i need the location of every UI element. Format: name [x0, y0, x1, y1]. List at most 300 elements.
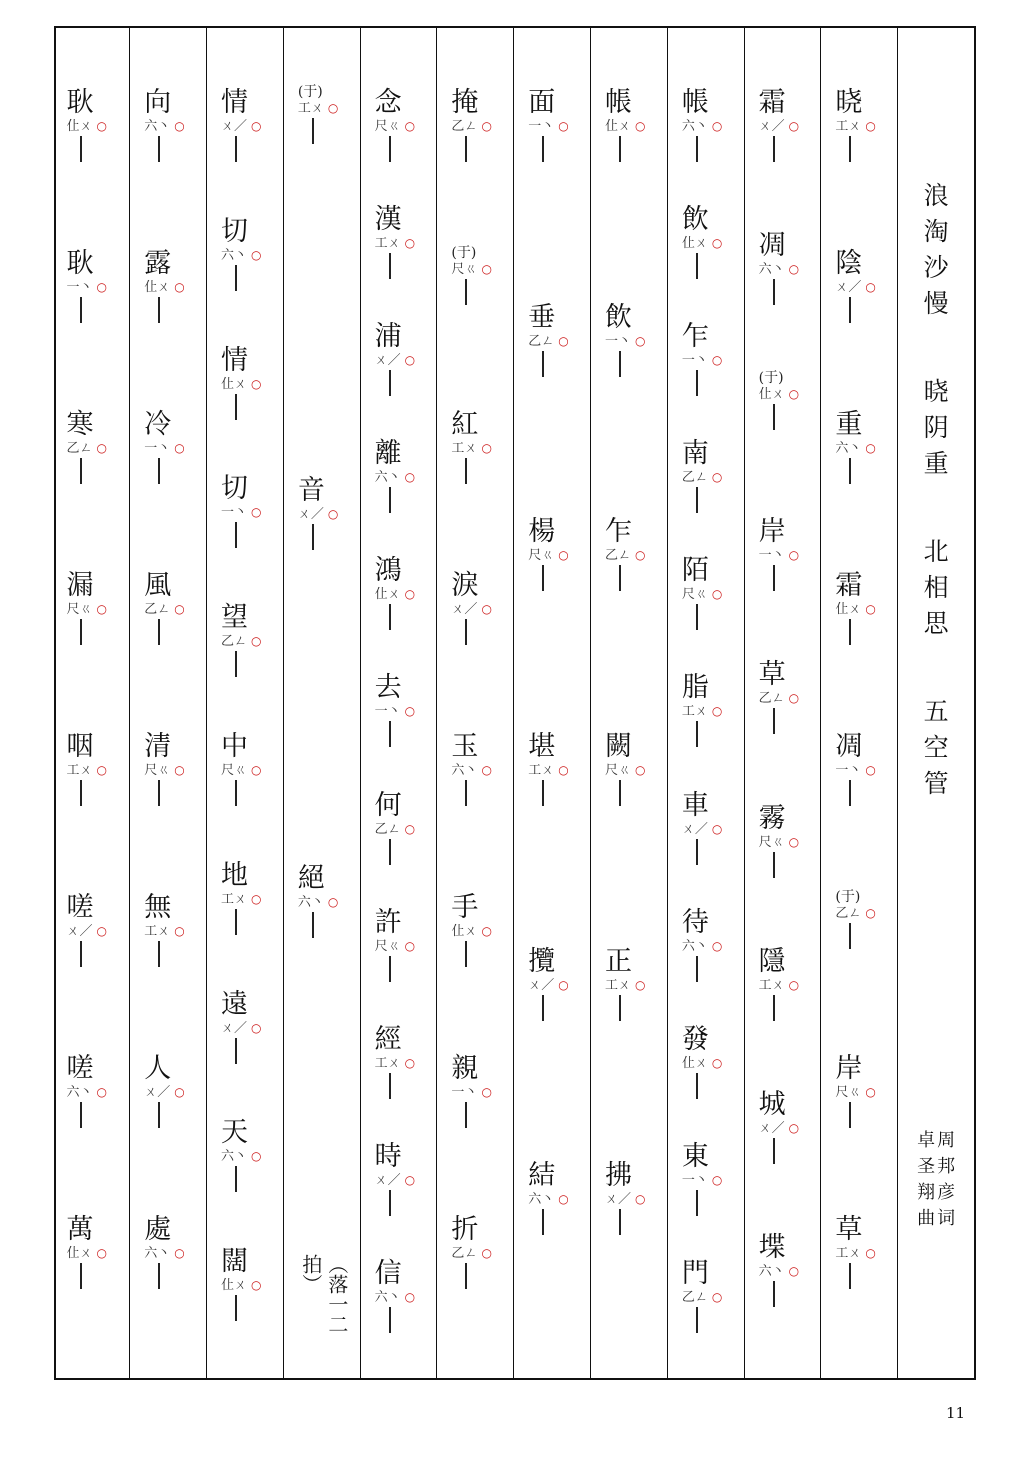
melisma-stem: [619, 136, 621, 162]
beat-mark: ○: [558, 1192, 569, 1207]
syllable-group: [221, 340, 262, 469]
syllable-group: [375, 199, 416, 316]
score-column-4: [590, 28, 667, 1378]
beat-mark: ○: [788, 977, 800, 992]
lyric-char: (于): [835, 889, 861, 905]
melisma-stem: [696, 1190, 698, 1216]
syllable-group: [682, 902, 723, 1019]
notation-mark: 六丶 ○: [681, 938, 723, 954]
lyric-char: 陰: [835, 248, 863, 279]
beat-mark: ○: [788, 1120, 800, 1135]
melisma-stem: [235, 909, 237, 935]
notation-mark: 一丶 ○: [451, 1085, 492, 1100]
melisma-stem: [80, 619, 82, 645]
melisma-stem: [80, 136, 82, 162]
beat-mark: ○: [404, 821, 416, 836]
beat-mark: ○: [788, 262, 800, 277]
melisma-stem: [158, 1263, 160, 1289]
melisma-stem: [80, 297, 82, 323]
syllable-group: [66, 726, 107, 887]
subtitle-char: 晓: [923, 377, 949, 406]
lyric-char: 脂: [681, 672, 709, 704]
lyric-char: 城: [758, 1088, 786, 1120]
subtitle-char: 五: [923, 697, 949, 726]
title-char: 沙: [923, 253, 949, 282]
lyric-char: 許: [374, 906, 402, 938]
beat-mark: ○: [96, 602, 107, 616]
melisma-stem: [773, 279, 775, 305]
melisma-stem: [773, 995, 775, 1021]
lyric-char: 中: [221, 730, 249, 762]
syllable-group: [221, 211, 262, 340]
lyric-char: 念: [374, 87, 402, 118]
notation-mark: 尺ㄍ ○: [66, 602, 107, 617]
score-column-1: [820, 28, 897, 1378]
lyric-char: 乍: [681, 321, 709, 353]
beat-mark: ○: [174, 924, 185, 938]
syllable-group: [451, 565, 492, 726]
melisma-stem: [235, 780, 237, 806]
melisma-stem: [849, 1102, 851, 1128]
lyric-char: 何: [374, 789, 402, 821]
lyric-char: 去: [374, 672, 402, 704]
syllable-group: [682, 433, 723, 550]
beat-mark: ○: [711, 1055, 723, 1070]
notation-mark: ㄨ／ ○: [605, 1192, 646, 1208]
notation-mark: 六丶 ○: [221, 247, 262, 263]
lyric-char: 拂: [605, 1160, 633, 1192]
notation-mark: 乙ㄥ ○: [144, 602, 185, 617]
lyric-char: 望: [221, 602, 249, 634]
syllable-group: [605, 726, 646, 941]
melisma-stem: [849, 1263, 851, 1289]
lyric-char: 時: [374, 1140, 402, 1172]
lyric-char: 隱: [758, 945, 786, 977]
beat-mark: ○: [404, 236, 416, 251]
lyric-char: 經: [374, 1023, 402, 1055]
title-char: 慢: [923, 289, 949, 318]
melisma-stem: [235, 651, 237, 677]
notation-mark: 工ㄨ ○: [297, 101, 339, 116]
beat-mark: ○: [404, 704, 416, 719]
melisma-stem: [80, 458, 82, 484]
notation-mark: 六丶 ○: [374, 1289, 416, 1305]
beat-mark: ○: [711, 353, 723, 368]
beat-mark: ○: [558, 977, 569, 992]
beat-mark: ○: [174, 1246, 185, 1260]
syllable-group: [221, 1241, 262, 1370]
beat-mark: ○: [481, 262, 492, 276]
syllable-group: [682, 785, 723, 902]
melisma-stem: [696, 839, 698, 865]
syllable-group: [144, 726, 185, 887]
melisma-stem: [619, 780, 621, 806]
lyric-char: 飲: [681, 204, 709, 236]
beat-mark: ○: [96, 1085, 107, 1099]
beat-mark: ○: [788, 548, 800, 563]
syllable-group: [835, 565, 876, 726]
beat-mark: ○: [865, 1085, 876, 1099]
notation-mark: 仩ㄨ ○: [66, 1246, 107, 1261]
score-column-7: [360, 28, 437, 1378]
syllable-group: [144, 565, 185, 726]
beat-mark: ○: [635, 548, 646, 563]
melisma-stem: [696, 370, 698, 396]
lyric-char: 凋: [758, 230, 786, 262]
beat-mark: ○: [788, 834, 800, 849]
notation-mark: 六丶 ○: [758, 1263, 800, 1279]
beat-mark: ○: [711, 704, 723, 719]
syllable-group: [375, 433, 416, 550]
syllable-group: [835, 887, 876, 1048]
subtitle-char: 空: [923, 733, 949, 762]
syllable-group: [528, 297, 569, 512]
syllable-group: [144, 887, 185, 1048]
notation-mark: 六丶 ○: [374, 470, 416, 486]
syllable-group: [375, 785, 416, 902]
lyric-char: 闊: [221, 1246, 249, 1278]
lyric-char: 闕: [605, 731, 633, 763]
beat-mark: ○: [327, 101, 339, 115]
beat-mark: ○: [174, 1085, 185, 1099]
lyric-char: 寒: [66, 409, 94, 440]
beat-mark: ○: [865, 280, 876, 294]
syllable-group: [221, 597, 262, 726]
lyric-char: 嗟: [66, 892, 94, 923]
notation-mark: ㄨ／ ○: [528, 977, 569, 993]
notation-mark: 六丶 ○: [221, 1149, 262, 1165]
notation-mark: 乙ㄥ ○: [605, 548, 646, 564]
lyric-char: 鴻: [374, 555, 402, 587]
syllable-group: [221, 468, 262, 597]
beat-mark: ○: [865, 119, 876, 133]
beat-mark: ○: [711, 587, 723, 602]
notation-mark: 仩ㄨ ○: [374, 587, 416, 603]
lyric-char: 岸: [758, 516, 786, 548]
syllable-group: [528, 726, 569, 941]
lyric-char: 風: [144, 570, 172, 601]
notation-mark: 工ㄨ ○: [451, 441, 492, 456]
beat-mark: ○: [635, 977, 646, 992]
notation-mark: 尺ㄍ ○: [374, 119, 416, 134]
beat-mark: ○: [481, 119, 492, 133]
lyric-char: 南: [681, 438, 709, 470]
notation-mark: 乙ㄥ ○: [528, 333, 569, 349]
syllable-group: [835, 404, 876, 565]
lyric-char: 垂: [528, 301, 556, 333]
syllable-group: [759, 511, 800, 654]
syllable-group: [682, 316, 723, 433]
lyric-char: 堪: [528, 731, 556, 763]
notation-mark: 一丶 ○: [835, 763, 876, 778]
melisma-stem: [158, 941, 160, 967]
lyric-char: 堞: [758, 1231, 786, 1263]
melisma-stem: [80, 780, 82, 806]
notation-mark: 一丶 ○: [144, 441, 185, 456]
lyric-char: 清: [144, 731, 172, 762]
tempo-note: （落一二拍）: [298, 1253, 349, 1334]
melisma-stem: [235, 1295, 237, 1321]
subtitle-char: 北: [923, 537, 949, 566]
syllable-group: [835, 726, 876, 887]
lyric-char: 處: [144, 1214, 172, 1245]
beat-mark: ○: [251, 505, 262, 520]
syllable-group: [528, 82, 569, 297]
syllable-group: [682, 550, 723, 667]
lyric-char: 門: [681, 1257, 709, 1289]
beat-mark: ○: [481, 1246, 492, 1260]
notation-mark: 仩ㄨ ○: [221, 376, 262, 392]
beat-mark: ○: [865, 1246, 876, 1260]
notation-mark: ㄨ／ ○: [297, 506, 339, 522]
melisma-stem: [619, 1209, 621, 1235]
lyric-char: 結: [528, 1160, 556, 1192]
syllable-group: [144, 1209, 185, 1370]
melisma-stem: [389, 956, 391, 982]
melisma-stem: [235, 136, 237, 162]
composer: 卓 圣 翔 曲: [917, 1128, 935, 1232]
syllable-group: [66, 887, 107, 1048]
syllable-group: [375, 667, 416, 784]
lyric-char: 耿: [66, 87, 94, 118]
lyric-char: 草: [758, 659, 786, 691]
melisma-stem: [849, 136, 851, 162]
syllable-group: [605, 1155, 646, 1370]
syllable-group: [144, 82, 185, 243]
beat-mark: ○: [404, 938, 416, 953]
lyric-char: 掩: [451, 87, 479, 118]
notation-mark: 六丶 ○: [681, 119, 723, 134]
notation-mark: ㄨ／ ○: [221, 1020, 262, 1036]
syllable-group: [221, 984, 262, 1113]
melisma-stem: [773, 1281, 775, 1307]
beat-mark: ○: [865, 763, 876, 777]
melisma-stem: [389, 1307, 391, 1333]
melisma-stem: [389, 370, 391, 396]
syllable-group: [66, 565, 107, 726]
lyric-char: 向: [144, 87, 172, 118]
melisma-stem: [158, 780, 160, 806]
melisma-stem: [465, 458, 467, 484]
beat-mark: ○: [96, 1246, 107, 1260]
notation-mark: 工ㄨ ○: [66, 763, 107, 778]
notation-mark: 六丶 ○: [758, 262, 800, 278]
melisma-stem: [849, 780, 851, 806]
beat-mark: ○: [404, 587, 416, 602]
beat-mark: ○: [788, 119, 800, 133]
beat-mark: ○: [635, 119, 646, 133]
syllable-group: [375, 1253, 416, 1370]
melisma-stem: [80, 941, 82, 967]
melisma-stem: [542, 1209, 544, 1235]
beat-mark: ○: [251, 376, 262, 391]
syllable-group: [66, 82, 107, 243]
notation-mark: ㄨ／ ○: [221, 119, 262, 134]
syllable-group: [835, 1209, 876, 1370]
melisma-stem: [389, 1190, 391, 1216]
beat-mark: ○: [404, 353, 416, 368]
syllable-group: [759, 368, 800, 511]
notation-mark: 仩ㄨ ○: [144, 280, 185, 295]
syllable-group: [144, 404, 185, 565]
melisma-stem: [465, 941, 467, 967]
score-frame: [54, 26, 976, 1380]
notation-mark: 乙ㄥ ○: [835, 906, 876, 921]
score-column-2: [744, 28, 821, 1378]
lyric-char: 草: [835, 1214, 863, 1245]
score-column-5: [513, 28, 590, 1378]
beat-mark: ○: [251, 119, 262, 133]
lyric-char: 面: [528, 87, 556, 118]
melisma-stem: [849, 458, 851, 484]
lyric-char: 切: [221, 473, 249, 505]
beat-mark: ○: [251, 1278, 262, 1293]
beat-mark: ○: [174, 763, 185, 777]
lyric-char: 楊: [528, 516, 556, 548]
title-char: 浪: [923, 181, 949, 210]
notation-mark: 六丶 ○: [528, 1192, 569, 1208]
notation-mark: 六丶 ○: [451, 763, 492, 778]
syllable-group: [682, 82, 723, 199]
lyric-char: 攬: [528, 945, 556, 977]
lyric-char: 陌: [681, 555, 709, 587]
melisma-stem: [849, 923, 851, 949]
syllable-group: [298, 858, 339, 1246]
syllable-group: [451, 887, 492, 1048]
beat-mark: ○: [481, 1085, 492, 1099]
lyric-char: 絕: [297, 862, 325, 894]
melisma-stem: [158, 619, 160, 645]
notation-mark: ㄨ／ ○: [681, 821, 723, 837]
syllable-group: [221, 855, 262, 984]
melisma-stem: [773, 136, 775, 162]
beat-mark: ○: [404, 1055, 416, 1070]
syllable-group: [759, 941, 800, 1084]
syllable-group: [375, 316, 416, 433]
syllable-group: [144, 1048, 185, 1209]
beat-mark: ○: [251, 891, 262, 906]
beat-mark: ○: [481, 602, 492, 616]
syllable-group: [835, 243, 876, 404]
credits: [898, 1128, 974, 1232]
notation-mark: 六丶 ○: [66, 1085, 107, 1100]
melisma-stem: [465, 136, 467, 162]
page-number: 11: [946, 1404, 966, 1422]
lyric-char: 紅: [451, 409, 479, 440]
beat-mark: ○: [404, 1172, 416, 1187]
lyricist-role: 词: [937, 1208, 956, 1229]
melisma-stem: [619, 351, 621, 377]
syllable-group: [66, 1209, 107, 1370]
beat-mark: ○: [327, 894, 339, 909]
notation-mark: 工ㄨ ○: [758, 977, 800, 993]
title-column: [897, 28, 974, 1378]
beat-mark: ○: [711, 236, 723, 251]
score-column-10: [129, 28, 206, 1378]
beat-mark: ○: [251, 634, 262, 649]
lyric-char: 情: [221, 344, 249, 376]
lyric-char: 帳: [681, 87, 709, 118]
notation-mark: 工ㄨ ○: [681, 704, 723, 720]
syllable-group: [835, 1048, 876, 1209]
syllable-group: [221, 726, 262, 855]
beat-mark: ○: [788, 387, 800, 402]
notation-mark: 一丶 ○: [374, 704, 416, 720]
syllable-group: [66, 404, 107, 565]
beat-mark: ○: [174, 602, 185, 616]
lyric-char: 切: [221, 215, 249, 247]
beat-mark: ○: [711, 938, 723, 953]
syllable-group: [451, 82, 492, 243]
melisma-stem: [312, 912, 314, 938]
lyric-char: 正: [605, 945, 633, 977]
beat-mark: ○: [865, 906, 876, 920]
melisma-stem: [849, 619, 851, 645]
melisma-stem: [696, 1307, 698, 1333]
syllable-group: [298, 82, 339, 470]
notation-mark: 尺ㄍ ○: [451, 262, 492, 277]
notation-mark: 工ㄨ ○: [144, 924, 185, 939]
beat-mark: ○: [404, 1289, 416, 1304]
syllable-group: [605, 511, 646, 726]
subtitle-char: 重: [923, 449, 949, 478]
melisma-stem: [773, 852, 775, 878]
lyric-char: 飲: [605, 301, 633, 333]
lyric-char: (于): [758, 370, 784, 387]
syllable-group: [66, 1048, 107, 1209]
beat-mark: ○: [251, 1149, 262, 1164]
melisma-stem: [773, 1138, 775, 1164]
lyric-char: 露: [144, 248, 172, 279]
subtitle-char: 阴: [923, 413, 949, 442]
syllable-group: [144, 243, 185, 404]
melisma-stem: [696, 1073, 698, 1099]
lyric-char: 折: [451, 1214, 479, 1245]
melisma-stem: [158, 1102, 160, 1128]
lyric-char: 漏: [66, 570, 94, 601]
notation-mark: 工ㄨ ○: [605, 977, 646, 993]
beat-mark: ○: [865, 602, 876, 616]
notation-mark: 仩ㄨ ○: [758, 387, 800, 403]
beat-mark: ○: [251, 762, 262, 777]
notation-mark: 仩ㄨ ○: [66, 119, 107, 134]
beat-mark: ○: [404, 470, 416, 485]
beat-mark: ○: [711, 1172, 723, 1187]
notation-mark: ㄨ／ ○: [835, 280, 876, 295]
melisma-stem: [619, 995, 621, 1021]
beat-mark: ○: [96, 924, 107, 938]
lyric-char: 親: [451, 1053, 479, 1084]
melisma-stem: [465, 780, 467, 806]
notation-mark: 尺ㄍ ○: [374, 938, 416, 954]
beat-mark: ○: [711, 470, 723, 485]
melisma-stem: [773, 565, 775, 591]
melisma-stem: [389, 487, 391, 513]
notation-mark: 尺ㄍ ○: [835, 1085, 876, 1100]
syllable-group: [759, 798, 800, 941]
beat-mark: ○: [558, 763, 569, 778]
syllable-group: [375, 1136, 416, 1253]
beat-mark: ○: [251, 1020, 262, 1035]
notation-mark: ㄨ／ ○: [374, 1172, 416, 1188]
melisma-stem: [542, 995, 544, 1021]
melisma-stem: [389, 604, 391, 630]
syllable-group: [759, 225, 800, 368]
notation-mark: 一丶 ○: [66, 280, 107, 295]
syllable-group: [682, 1253, 723, 1370]
lyric-char: 發: [681, 1023, 709, 1055]
melisma-stem: [235, 394, 237, 420]
